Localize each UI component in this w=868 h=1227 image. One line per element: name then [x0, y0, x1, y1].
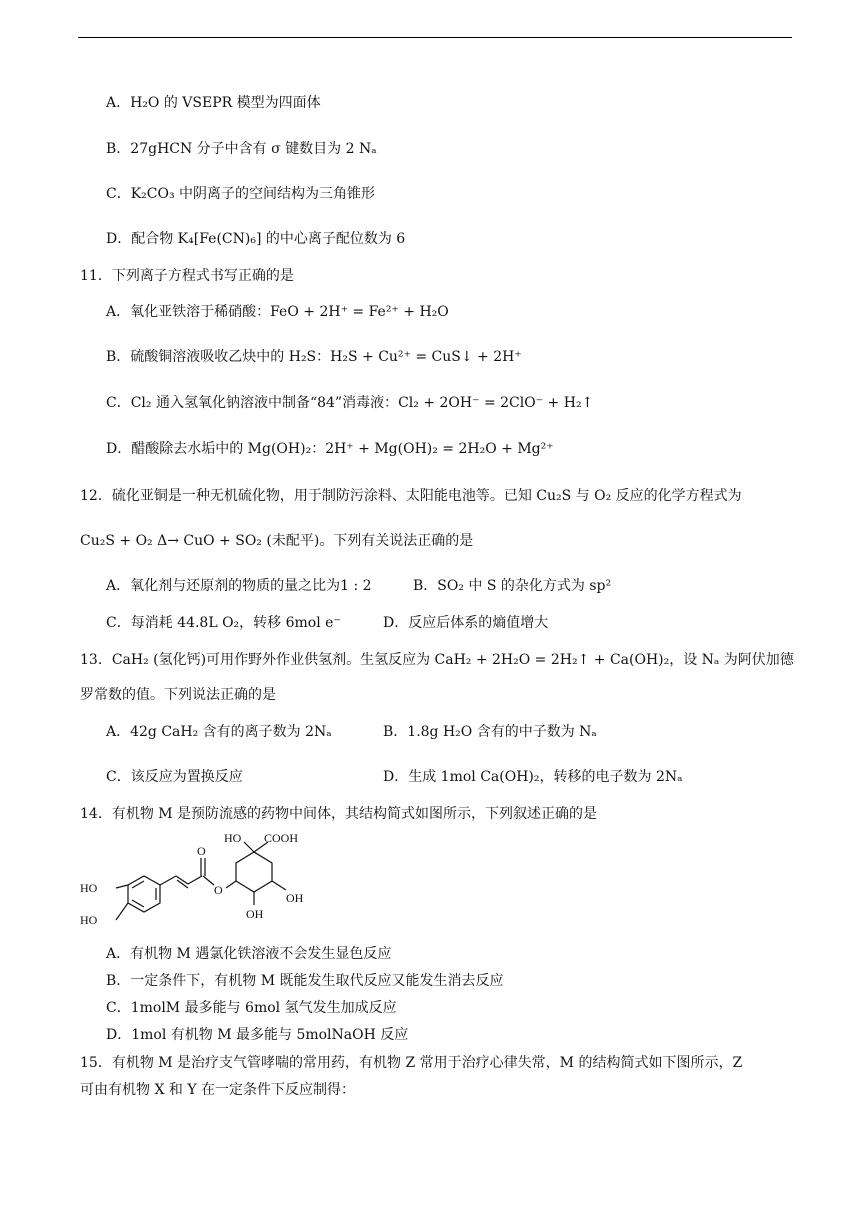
q10-option-c: C．K₂CO₃ 中阴离子的空间结构为三角锥形 [106, 186, 376, 202]
q12-stem-line1: 12．硫化亚铜是一种无机硫化物，用于制防污涂料、太阳能电池等。已知 Cu₂S 与 O₂ 反应的化学方程式为 [80, 488, 742, 504]
q10-option-d: D．配合物 K₄[Fe(CN)₆] 的中心离子配位数为 6 [106, 231, 406, 247]
q14-option-b: B．一定条件下，有机物 M 既能发生取代反应又能发生消去反应 [106, 973, 504, 989]
q10-option-b: B．27gHCN 分子中含有 σ 键数目为 2 Nₐ [106, 141, 377, 157]
q12-option-c: C．每消耗 44.8L O₂，转移 6mol e⁻ [106, 615, 341, 631]
q14-stem: 14．有机物 M 是预防流感的药物中间体，其结构简式如图所示，下列叙述正确的是 [80, 806, 598, 822]
q14-option-c: C．1molM 最多能与 6mol 氢气发生加成反应 [106, 1000, 397, 1016]
q14-option-d: D．1mol 有机物 M 最多能与 5molNaOH 反应 [106, 1027, 409, 1043]
cyclohexane-ring [236, 852, 272, 892]
label-oh-right: OH [286, 891, 304, 905]
q11-option-c: C．Cl₂ 通入氢氧化钠溶液中制备“84”消毒液：Cl₂ + 2OH⁻ = 2ClO⁻ + H₂↑ [106, 395, 594, 411]
q11-option-d: D．醋酸除去水垢中的 Mg(OH)₂：2H⁺ + Mg(OH)₂ = 2H₂O + Mg²⁺ [106, 441, 554, 457]
q13-option-a: A．42g CaH₂ 含有的离子数为 2Nₐ [106, 724, 332, 740]
q12-stem-line2: Cu₂S + O₂ Δ→ CuO + SO₂ (未配平)。下列有关说法正确的是 [80, 533, 474, 549]
label-ho-left2: HO [80, 913, 98, 927]
header-rule [78, 37, 792, 38]
q13-stem-line2: 罗常数的值。下列说法正确的是 [80, 687, 276, 703]
label-o-carbonyl: O [197, 844, 206, 858]
q13-option-b: B．1.8g H₂O 含有的中子数为 Nₐ [383, 724, 597, 740]
q13-option-d: D．生成 1mol Ca(OH)₂，转移的电子数为 2Nₐ [383, 769, 683, 785]
q11-stem: 11．下列离子方程式书写正确的是 [80, 268, 294, 284]
label-o-ester: O [214, 883, 223, 897]
q12-option-a: A．氧化剂与还原剂的物质的量之比为1 : 2 [106, 578, 372, 594]
q12-option-d: D．反应后体系的熵值增大 [383, 615, 549, 631]
q14-option-a: A．有机物 M 遇氯化铁溶液不会发生显色反应 [106, 946, 392, 962]
label-ho-top: HO [224, 831, 242, 845]
molecule-m-structure [76, 830, 316, 940]
q11-option-b: B．硫酸铜溶液吸收乙炔中的 H₂S：H₂S + Cu²⁺ = CuS↓ + 2H⁺ [106, 349, 522, 365]
q13-option-c: C．该反应为置换反应 [106, 769, 243, 785]
q15-stem-line1: 15．有机物 M 是治疗支气管哮喘的常用药，有机物 Z 常用于治疗心律失常，M 的结构简式如下图所示，Z [80, 1055, 743, 1071]
q15-stem-line2: 可由有机物 X 和 Y 在一定条件下反应制得： [80, 1082, 356, 1098]
label-cooh: COOH [264, 831, 299, 845]
q10-option-a: A．H₂O 的 VSEPR 模型为四面体 [106, 95, 321, 111]
q11-option-a: A．氧化亚铁溶于稀硝酸：FeO + 2H⁺ = Fe²⁺ + H₂O [106, 304, 449, 320]
q12-option-b: B．SO₂ 中 S 的杂化方式为 sp² [413, 578, 612, 594]
q13-stem-line1: 13．CaH₂ (氢化钙)可用作野外作业供氢剂。生氢反应为 CaH₂ + 2H₂O = 2H₂↑ + Ca(OH)₂，设 Nₐ 为阿伏加德 [80, 652, 794, 668]
label-oh-bottom: OH [246, 907, 264, 921]
label-ho-left1: HO [80, 881, 98, 895]
